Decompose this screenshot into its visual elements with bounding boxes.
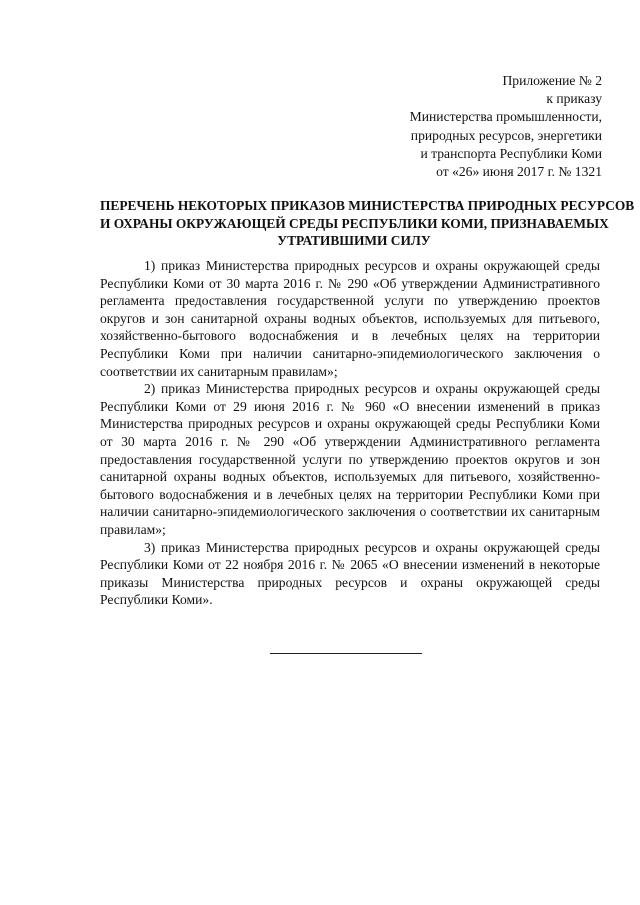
ministry-line-3: и транспорта Республики Коми [420, 145, 602, 161]
order-reference: к приказу [546, 91, 602, 107]
ministry-line-1: Министерства промышленности, [409, 109, 602, 125]
title-line-2: И ОХРАНЫ ОКРУЖАЮЩЕЙ СРЕДЫ РЕСПУБЛИКИ КОМИ, ПРИЗНАВАЕМЫХ [100, 215, 609, 231]
list-item: 2) приказ Министерства природных ресурсов и охраны окружающей среды Республики Коми от 29 июня 2016 г. № 960 «О внесении изменений в приказ Министерства природных ресурсов и охраны окружающей среды Республики Коми от 30 марта 2016 г. № 290 «Об утверждении Административного регламента предоставления государственной услуги по утверждению проектов округов и зон санитарной охраны водных объектов, используемых для питьевого, хозяйственно-бытового водоснабжения и в лечебных целях на территории Республики Коми при наличии санитарно-эпидемиологического заключения о соответствии их санитарным правилам»; [100, 381, 600, 537]
list-item: 3) приказ Министерства природных ресурсов и охраны окружающей среды Республики Коми от 22 ноября 2016 г. № 2065 «О внесении изменений в некоторые приказы Министерства природных ресурсов и охраны окружающей среды Республики Коми». [100, 539, 600, 608]
ministry-line-2: природных ресурсов, энергетики [410, 127, 602, 143]
title-line-3: УТРАТИВШИМИ СИЛУ [277, 233, 431, 248]
list-item: 1) приказ Министерства природных ресурсов и охраны окружающей среды Республики Коми от 30 марта 2016 г. № 290 «Об утверждении Административного регламента предоставления государственной услуги по утверждению проектов округов и зон санитарной охраны водных объектов, используемых для питьевого, хозяйственно-бытового водоснабжения и в лечебных целях на территории Республики Коми при наличии санитарно-эпидемиологического заключения о соответствии их санитарным правилам»; [100, 258, 600, 379]
document-title [100, 197, 635, 250]
title-line-1: ПЕРЕЧЕНЬ НЕКОТОРЫХ ПРИКАЗОВ МИНИСТЕРСТВА ПРИРОДНЫХ РЕСУРСОВ [100, 198, 635, 213]
appendix-header [390, 72, 602, 181]
appendix-number: Приложение № 2 [502, 73, 602, 88]
order-date-number: от «26» июня 2017 г. № 1321 [436, 164, 602, 180]
closing-separator-line [270, 653, 422, 654]
orders-list [100, 257, 600, 609]
